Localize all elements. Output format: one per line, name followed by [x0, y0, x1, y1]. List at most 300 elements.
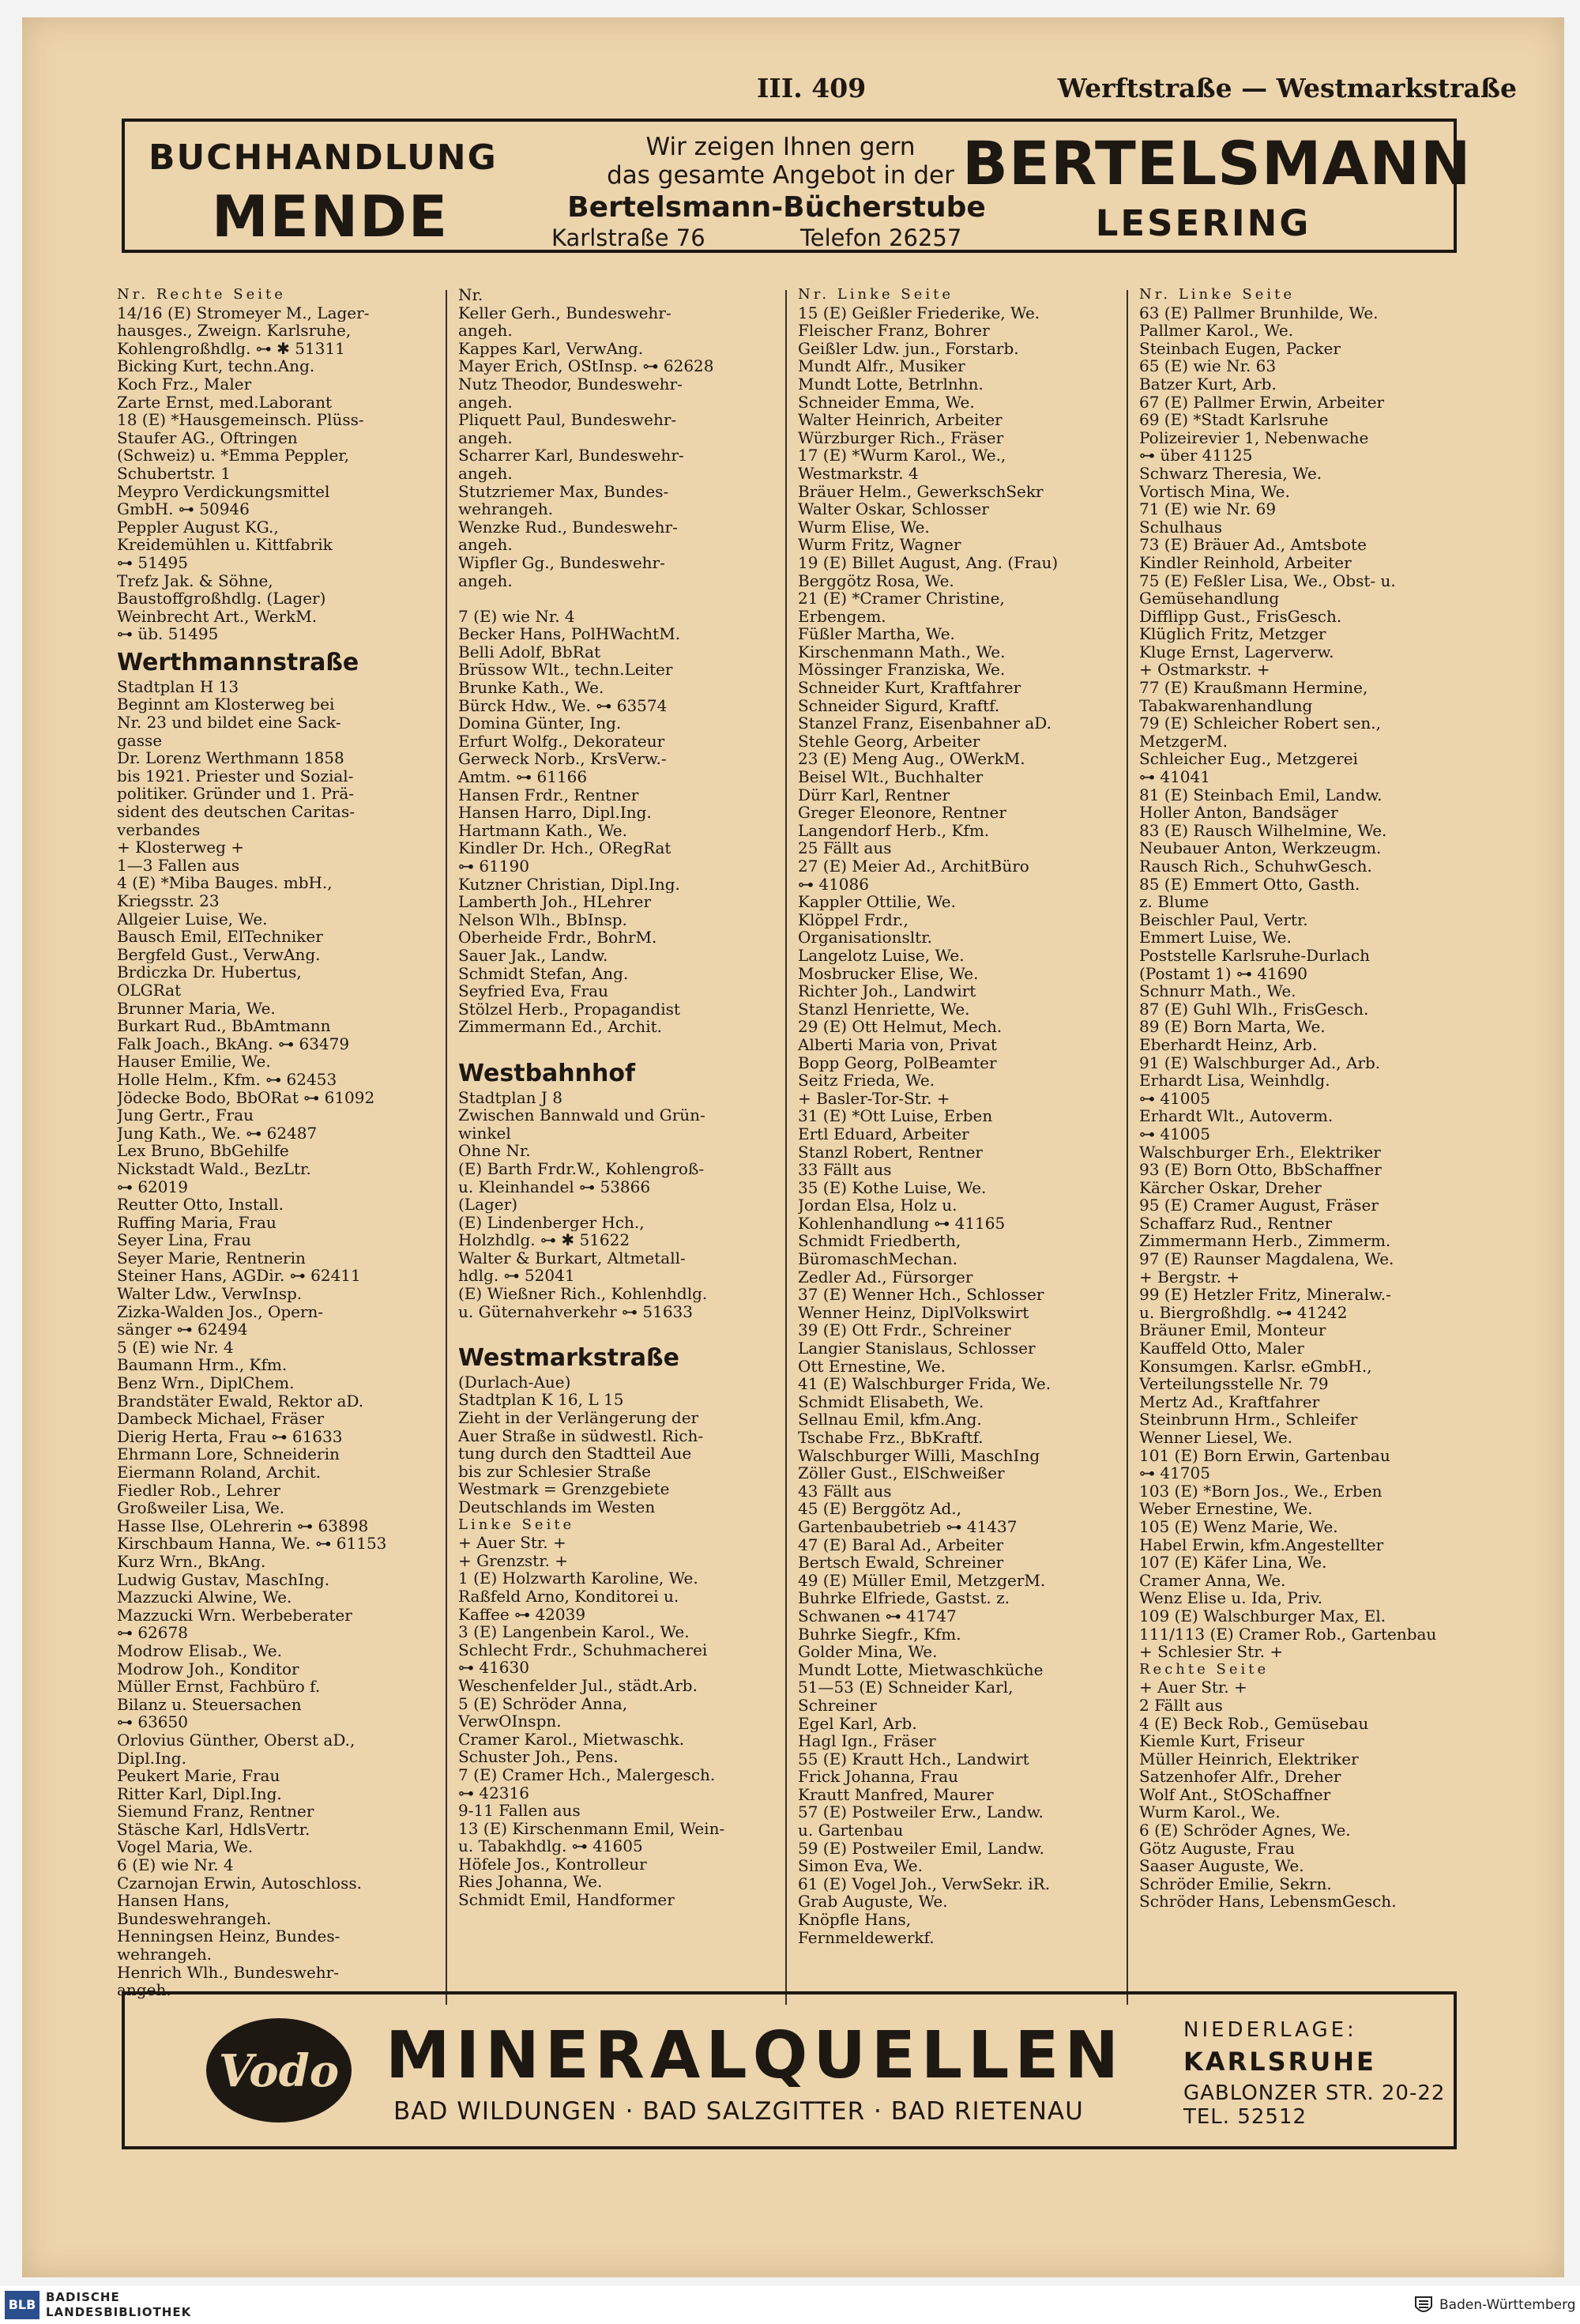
directory-line: Schmidt Friedberth,: [798, 1232, 961, 1251]
directory-line: [458, 1320, 766, 1339]
directory-line: Klöppel Frdr.,: [798, 910, 908, 929]
directory-line: Orlovius Günther, Oberst aD.,: [117, 1731, 356, 1750]
directory-line: Holle Helm., Kfm. ⊶ 62453: [117, 1070, 337, 1089]
directory-line: Rausch Rich., SchuhwGesch.: [1139, 857, 1372, 876]
directory-line: 37 (E) Wenner Hch., Schlosser: [798, 1286, 1044, 1304]
directory-line: Difflipp Gust., FrisGesch.: [1139, 607, 1342, 626]
directory-line: Brunke Kath., We.: [458, 679, 604, 697]
directory-line: Schnurr Math., We.: [1139, 982, 1296, 1000]
directory-line: Steinbach Eugen, Packer: [1139, 339, 1341, 358]
directory-line: Wurm Fritz, Wagner: [798, 536, 961, 554]
directory-line: + Ostmarkstr. +: [1139, 661, 1270, 680]
directory-line: Kriegsstr. 23: [117, 892, 220, 910]
directory-line: 4 (E) *Miba Bauges. mbH.,: [117, 874, 333, 892]
directory-line: Mazzucki Wrn. Werbeberater: [117, 1606, 352, 1625]
directory-line: Mundt Lotte, Betrlnhn.: [798, 375, 984, 394]
directory-line: 79 (E) Schleicher Robert sen.,: [1139, 714, 1382, 733]
directory-line: verbandes: [117, 820, 201, 839]
directory-line: 103 (E) *Born Jos., We., Erben: [1139, 1482, 1382, 1501]
directory-line: Stäsche Karl, HdlsVertr.: [117, 1820, 310, 1839]
directory-line: Rechte Seite: [1139, 1660, 1270, 1678]
scanned-page: [22, 17, 1564, 2277]
directory-line: 3 (E) Langenbein Karol., We.: [458, 1623, 690, 1641]
directory-line: Schaffarz Rud., Rentner: [1139, 1214, 1333, 1233]
directory-line: 91 (E) Walschburger Ad., Arb.: [1139, 1053, 1381, 1072]
directory-line: Scharrer Karl, Bundeswehr-: [458, 446, 684, 465]
directory-line: Zöller Gust., ElSchweißer: [798, 1464, 1005, 1482]
directory-line: + Auer Str. +: [1139, 1678, 1247, 1697]
directory-line: Jödecke Bodo, BbORat ⊶ 61092: [117, 1088, 375, 1107]
directory-line: Kiemle Kurt, Friseur: [1139, 1732, 1304, 1750]
brand-logo-icon: [204, 2015, 354, 2126]
directory-line: Erfurt Wolfg., Dekorateur: [458, 732, 665, 751]
directory-line: Klüglich Fritz, Metzger: [1139, 625, 1326, 643]
directory-column-4: [1139, 286, 1447, 2005]
directory-line: Zieht in der Verlängerung der: [458, 1409, 699, 1427]
directory-line: Walschburger Willi, MaschIng: [798, 1446, 1040, 1465]
directory-line: Domina Günter, Ing.: [458, 714, 622, 733]
directory-line: Koch Frz., Maler: [117, 375, 252, 394]
directory-line: bis 1921. Priester und Sozial-: [117, 767, 354, 785]
directory-line: Staufer AG., Oftringen: [117, 428, 298, 447]
logo-text: Vodo: [218, 2045, 340, 2097]
directory-line: Alberti Maria von, Privat: [798, 1035, 998, 1054]
directory-line: 51—53 (E) Schneider Karl,: [798, 1678, 1014, 1697]
directory-line: Kauffeld Otto, Maler: [1139, 1339, 1304, 1358]
directory-line: Fernmeldewerkf.: [798, 1928, 935, 1947]
directory-line: Ritter Karl, Dipl.Ing.: [117, 1784, 282, 1803]
column-divider: [1127, 290, 1128, 2005]
directory-line: u. Gartenbau: [798, 1821, 904, 1840]
directory-line: 6 (E) wie Nr. 4: [117, 1856, 234, 1874]
directory-line: Kindler Reinhold, Arbeiter: [1139, 553, 1352, 572]
directory-line: Richter Joh., Landwirt: [798, 982, 976, 1000]
directory-line: 47 (E) Baral Ad., Arbeiter: [798, 1535, 1004, 1554]
directory-line: Walter & Burkart, Altmetall-: [458, 1249, 686, 1267]
directory-line: Erhardt Lisa, Weinhdlg.: [1139, 1072, 1330, 1090]
directory-line: ⊶ 41005: [1139, 1089, 1210, 1108]
directory-line: 23 (E) Meng Aug., OWerkM.: [798, 750, 1025, 769]
directory-line: Bilanz u. Steuersachen: [117, 1695, 302, 1714]
directory-line: Gemüsehandlung: [1139, 589, 1280, 608]
directory-line: (Durlach-Aue): [458, 1373, 571, 1392]
directory-line: angeh.: [458, 464, 513, 483]
directory-line: 19 (E) Billet August, Ang. (Frau): [798, 553, 1059, 572]
directory-line: Großweiler Lisa, We.: [117, 1499, 285, 1517]
directory-line: z. Blume: [1139, 893, 1209, 911]
directory-line: Wenz Elise u. Ida, Priv.: [1139, 1589, 1323, 1607]
directory-line: Belli Adolf, BbRat: [458, 642, 601, 661]
directory-line: 81 (E) Steinbach Emil, Landw.: [1139, 785, 1382, 804]
directory-line: 17 (E) *Wurm Karol., We.,: [798, 446, 1006, 465]
directory-line: 43 Fällt aus: [798, 1482, 892, 1501]
ad-right-line2: LESERING: [1095, 202, 1311, 244]
directory-line: Mazzucki Alwine, We.: [117, 1588, 292, 1606]
directory-line: ⊶ 42316: [458, 1783, 529, 1802]
directory-line: Schubertstr. 1: [117, 464, 231, 483]
directory-line: Wenner Liesel, We.: [1139, 1429, 1293, 1447]
directory-line: ⊶ 51495: [117, 553, 188, 572]
directory-line: u. Tabakhdlg. ⊶ 41605: [458, 1837, 643, 1855]
directory-line: Sauer Jak., Landw.: [458, 946, 608, 965]
directory-line: Kutzner Christian, Dipl.Ing.: [458, 875, 680, 894]
directory-line: Poststelle Karlsruhe-Durlach: [1139, 946, 1370, 965]
directory-line: Schröder Emilie, Sekrn.: [1139, 1874, 1332, 1893]
directory-line: 105 (E) Wenz Marie, We.: [1139, 1517, 1338, 1536]
directory-line: Schneider Sigurd, Kraftf.: [798, 696, 1000, 715]
directory-line: 31 (E) *Ott Luise, Erben: [798, 1107, 993, 1125]
directory-line: Langendorf Herb., Kfm.: [798, 821, 990, 840]
directory-line: Wenzke Rud., Bundeswehr-: [458, 518, 678, 537]
ad-store-phone: TEL. 52512: [1183, 2105, 1307, 2129]
directory-line: Kluge Ernst, Lagerverw.: [1139, 642, 1334, 661]
directory-line: Seyfried Eva, Frau: [458, 982, 608, 1000]
directory-line: (Postamt 1) ⊶ 41690: [1139, 964, 1307, 983]
directory-column-3: [798, 286, 1106, 2005]
directory-line: Becker Hans, PolHWachtM.: [458, 625, 681, 643]
directory-line: 93 (E) Born Otto, BbSchaffner: [1139, 1161, 1382, 1179]
directory-line: Lamberth Joh., HLehrer: [458, 893, 652, 911]
directory-line: Holzhdlg. ⊶ ✱ 51622: [458, 1231, 630, 1249]
directory-line: Schröder Hans, LebensmGesch.: [1139, 1893, 1397, 1912]
bookstore-advertisement: [122, 119, 1472, 253]
directory-line: Fleischer Franz, Bohrer: [798, 322, 990, 340]
directory-line: Wipfler Gg., Bundeswehr-: [458, 553, 665, 572]
directory-line: Weinbrecht Art., WerkM.: [117, 607, 318, 626]
directory-line: 1—3 Fallen aus: [117, 856, 240, 875]
directory-line: Polizeirevier 1, Nebenwache: [1139, 428, 1369, 447]
ad-right-line1: BERTELSMANN: [962, 128, 1472, 198]
directory-line: Kappes Karl, VerwAng.: [458, 339, 644, 358]
directory-line: Bicking Kurt, techn.Ang.: [117, 357, 315, 375]
directory-line: Ries Johanna, We.: [458, 1873, 603, 1892]
directory-line: Schwarz Theresia, We.: [1139, 464, 1322, 483]
column-divider: [785, 290, 787, 2005]
directory-line: Falk Joach., BkAng. ⊶ 63479: [117, 1034, 350, 1053]
directory-line: (E) Lindenberger Hch.,: [458, 1213, 645, 1232]
directory-line: Modrow Elisab., We.: [117, 1641, 282, 1660]
directory-line: Geißler Ldw. jun., Forstarb.: [798, 339, 1019, 358]
directory-line: Müller Ernst, Fachbüro f.: [117, 1678, 321, 1696]
directory-line: Trefz Jak. & Söhne,: [117, 571, 273, 590]
directory-line: ⊶ 41041: [1139, 768, 1210, 786]
directory-line: Steiner Hans, AGDir. ⊶ 62411: [117, 1267, 361, 1286]
directory-line: OLGRat: [117, 981, 182, 1000]
directory-line: ⊶ 41086: [798, 875, 869, 894]
directory-line: Oberheide Frdr., BohrM.: [458, 928, 657, 947]
directory-line: + Grenzstr. +: [458, 1551, 569, 1570]
directory-line: Hartmann Kath., We.: [458, 821, 627, 840]
directory-line: Hasse Ilse, OLehrerin ⊶ 63898: [117, 1516, 369, 1535]
directory-line: Kirschenmann Math., We.: [798, 642, 1006, 661]
directory-line: Ludwig Gustav, MaschIng.: [117, 1570, 330, 1589]
directory-line: 2 Fällt aus: [1139, 1696, 1223, 1715]
directory-line: angeh.: [458, 536, 513, 554]
directory-line: Walter Ldw., VerwInsp.: [117, 1285, 303, 1303]
directory-line: 57 (E) Postweiler Erw., Landw.: [798, 1803, 1044, 1822]
directory-line: 75 (E) Feßler Lisa, We., Obst- u.: [1139, 571, 1396, 590]
mineral-water-advertisement: [122, 1991, 1457, 2149]
directory-line: Zimmermann Herb., Zimmerm.: [1139, 1232, 1391, 1251]
directory-line: ⊶ über 41125: [1139, 446, 1253, 465]
directory-line: + Klosterweg +: [117, 838, 245, 857]
directory-line: hausges., Zweign. Karlsruhe,: [117, 322, 352, 340]
directory-line: 111/113 (E) Cramer Rob., Gartenbau: [1139, 1625, 1437, 1644]
directory-line: 109 (E) Walschburger Max, El.: [1139, 1606, 1386, 1625]
directory-line: Gerweck Norb., KrsVerw.-: [458, 750, 667, 769]
directory-line: Satzenhofer Alfr., Dreher: [1139, 1768, 1341, 1786]
directory-line: Zimmermann Ed., Archit.: [458, 1018, 662, 1036]
directory-line: 29 (E) Ott Helmut, Mech.: [798, 1018, 1003, 1036]
directory-line: (E) Barth Frdr.W., Kohlengroß-: [458, 1159, 705, 1178]
directory-line: Kärcher Oskar, Dreher: [1139, 1178, 1322, 1197]
directory-line: Nelson Wlh., BbInsp.: [458, 910, 627, 929]
directory-line: Wolf Ant., StOSchaffner: [1139, 1785, 1331, 1804]
directory-line: Stutzriemer Max, Bundes-: [458, 482, 669, 501]
directory-line: Hansen Harro, Dipl.Ing.: [458, 804, 652, 822]
directory-line: 59 (E) Postweiler Emil, Landw.: [798, 1839, 1044, 1858]
directory-line: Krautt Manfred, Maurer: [798, 1785, 994, 1804]
directory-line: Burkart Rud., BbAmtmann: [117, 1017, 331, 1035]
directory-line: Auer Straße in südwestl. Rich-: [458, 1426, 704, 1445]
directory-line: Brüssow Wlt., techn.Leiter: [458, 661, 673, 680]
directory-line: angeh.: [117, 1981, 171, 1999]
directory-line: Erbengem.: [798, 607, 886, 626]
directory-line: Meypro Verdickungsmittel: [117, 482, 330, 501]
directory-line: Ott Ernestine, We.: [798, 1357, 946, 1376]
directory-line: [458, 589, 766, 608]
directory-line: Raßfeld Arno, Konditorei u.: [458, 1587, 679, 1606]
directory-line: Walter Heinrich, Arbeiter: [798, 411, 1003, 429]
directory-line: Pallmer Karol., We.: [1139, 322, 1294, 340]
directory-line: Kappler Ottilie, We.: [798, 893, 956, 911]
directory-line: Dr. Lorenz Werthmann 1858: [117, 749, 344, 767]
directory-line: Stanzel Franz, Eisenbahner aD.: [798, 714, 1051, 733]
directory-line: Mayer Erich, OStInsp. ⊶ 62628: [458, 357, 714, 375]
directory-line: Lex Bruno, BbGehilfe: [117, 1142, 289, 1160]
directory-line: Jung Gertr., Frau: [117, 1106, 254, 1124]
directory-line: 67 (E) Pallmer Erwin, Arbeiter: [1139, 393, 1385, 412]
directory-line: 6 (E) Schröder Agnes, We.: [1139, 1821, 1351, 1840]
directory-line: Nr. Linke Seite: [798, 286, 954, 303]
directory-line: Verteilungsstelle Nr. 79: [1139, 1375, 1329, 1393]
directory-line: BüromaschMechan.: [798, 1250, 957, 1268]
directory-line: 55 (E) Krautt Hch., Landwirt: [798, 1750, 1029, 1768]
directory-line: Ruffing Maria, Frau: [117, 1213, 276, 1232]
directory-line: 71 (E) wie Nr. 69: [1139, 500, 1277, 518]
street-heading: Werthmannstraße: [117, 648, 359, 676]
directory-line: 15 (E) Geißler Friederike, We.: [798, 303, 1040, 322]
directory-line: 1 (E) Holzwarth Karoline, We.: [458, 1569, 698, 1588]
directory-line: Stanzl Henriette, We.: [798, 1000, 970, 1019]
directory-line: + Schlesier Str. +: [1139, 1643, 1284, 1661]
ad-center-phone: Telefon 26257: [800, 224, 962, 251]
state-crest-icon[interactable]: [1413, 2294, 1435, 2316]
directory-line: Stanzl Robert, Rentner: [798, 1143, 983, 1162]
directory-line: Götz Auguste, Frau: [1139, 1839, 1296, 1858]
directory-line: Mundt Lotte, Mietwaschküche: [798, 1660, 1044, 1679]
directory-line: 89 (E) Born Marta, We.: [1139, 1018, 1326, 1036]
directory-line: Zizka-Walden Jos., Opern-: [117, 1302, 324, 1321]
directory-line: u. Biergroßhdlg. ⊶ 41242: [1139, 1303, 1348, 1322]
directory-line: MetzgerM.: [1139, 732, 1228, 751]
directory-line: Saaser Auguste, We.: [1139, 1857, 1304, 1875]
directory-line: Kaffee ⊶ 42039: [458, 1605, 586, 1624]
directory-line: wehrangeh.: [458, 500, 554, 518]
directory-line: Organisationsltr.: [798, 928, 932, 947]
directory-line: 5 (E) wie Nr. 4: [117, 1338, 234, 1357]
directory-line: Nr. Rechte Seite: [117, 286, 286, 303]
directory-line: 97 (E) Raunser Magdalena, We.: [1139, 1250, 1394, 1268]
directory-line: Dambeck Michael, Fräser: [117, 1410, 325, 1428]
directory-line: 33 Fällt aus: [798, 1161, 892, 1179]
directory-line: Tschabe Frz., BbKraftf.: [798, 1429, 984, 1447]
directory-line: ⊶ 41005: [1139, 1124, 1210, 1143]
directory-line: Erhardt Wlt., Autoverm.: [1139, 1107, 1334, 1125]
directory-line: 99 (E) Hetzler Fritz, Mineralw.-: [1139, 1286, 1391, 1304]
ad-center-line3: Bertelsmann-Bücherstube: [567, 191, 986, 224]
directory-line: Zwischen Bannwald und Grün-: [458, 1106, 705, 1124]
directory-line: Bräuer Helm., GewerkschSekr: [798, 482, 1044, 501]
directory-line: Cramer Karol., Mietwaschk.: [458, 1730, 685, 1749]
ad-left-line2: MENDE: [212, 183, 450, 250]
directory-line: 101 (E) Born Erwin, Gartenbau: [1139, 1446, 1390, 1465]
directory-line: 13 (E) Kirschenmann Emil, Wein-: [458, 1819, 725, 1838]
directory-line: Wurm Karol., We.: [1139, 1803, 1281, 1822]
directory-line: Mertz Ad., Kraftfahrer: [1139, 1392, 1320, 1411]
directory-line: Kohlengroßhdlg. ⊶ ✱ 51311: [117, 339, 345, 358]
column-divider: [446, 290, 447, 2005]
directory-line: + Auer Str. +: [458, 1534, 566, 1552]
directory-line: Tabakwarenhandlung: [1139, 696, 1313, 715]
directory-line: Henrich Wlh., Bundeswehr-: [117, 1963, 339, 1982]
directory-line: Stadtplan J 8: [458, 1088, 562, 1107]
directory-line: 85 (E) Emmert Otto, Gasth.: [1139, 875, 1360, 894]
directory-line: Eiermann Roland, Archit.: [117, 1463, 322, 1482]
directory-line: Seyer Marie, Rentnerin: [117, 1249, 306, 1267]
directory-line: Simon Eva, We.: [798, 1857, 923, 1875]
directory-line: (Lager): [458, 1196, 518, 1214]
ad-title: MINERALQUELLEN: [386, 2018, 1125, 2093]
directory-line: [458, 1036, 766, 1054]
directory-line: Schmidt Elisabeth, We.: [798, 1392, 984, 1411]
directory-line: 61 (E) Vogel Joh., VerwSekr. iR.: [798, 1874, 1051, 1893]
directory-line: angeh.: [458, 322, 513, 340]
directory-line: Schwanen ⊶ 41747: [798, 1606, 957, 1625]
directory-line: Grab Auguste, We.: [798, 1893, 948, 1912]
directory-line: Peppler August KG.,: [117, 518, 279, 537]
directory-line: gasse: [117, 731, 163, 750]
directory-line: Fiedler Rob., Lehrer: [117, 1481, 280, 1500]
directory-line: Brdiczka Dr. Hubertus,: [117, 963, 302, 981]
directory-line: ⊶ 41705: [1139, 1464, 1210, 1482]
directory-line: Schmidt Stefan, Ang.: [458, 964, 629, 983]
ad-store-street: GABLONZER STR. 20-22: [1183, 2081, 1446, 2105]
directory-line: Hauser Emilie, We.: [117, 1053, 271, 1071]
directory-line: (E) Wießner Rich., Kohlenhdlg.: [458, 1285, 708, 1303]
directory-line: Langelotz Luise, We.: [798, 946, 965, 965]
directory-line: Nr. 23 und bildet eine Sack-: [117, 714, 341, 732]
directory-line: Ertl Eduard, Arbeiter: [798, 1124, 969, 1143]
directory-line: Dierig Herta, Frau ⊶ 61633: [117, 1427, 343, 1446]
ad-center-line1: Wir zeigen Ihnen gern: [645, 133, 916, 161]
directory-line: Gartenbaubetrieb ⊶ 41437: [798, 1517, 1018, 1536]
directory-line: wehrangeh.: [117, 1945, 213, 1964]
directory-line: Golder Mina, We.: [798, 1643, 938, 1661]
directory-line: Konsumgen. Karlsr. eGmbH.,: [1139, 1357, 1372, 1376]
ad-left-line1: BUCHHANDLUNG: [149, 137, 498, 178]
directory-line: 5 (E) Schröder Anna,: [458, 1694, 628, 1713]
directory-line: 35 (E) Kothe Luise, We.: [798, 1178, 987, 1197]
directory-line: Stadtplan H 13: [117, 677, 239, 696]
directory-line: Baumann Hrm., Kfm.: [117, 1356, 288, 1375]
directory-line: Mundt Alfr., Musiker: [798, 357, 965, 375]
page-title: Werftstraße — Westmarkstraße: [1057, 73, 1517, 104]
directory-line: Füßler Martha, We.: [798, 625, 955, 643]
directory-line: Schulhaus: [1139, 518, 1223, 537]
directory-line: Siemund Franz, Rentner: [117, 1802, 314, 1821]
directory-line: Schreiner: [798, 1696, 877, 1715]
directory-line: Schneider Emma, We.: [798, 393, 975, 412]
directory-line: Brandstäter Ewald, Rektor aD.: [117, 1392, 364, 1411]
directory-line: Modrow Joh., Konditor: [117, 1659, 299, 1678]
directory-line: Berggötz Rosa, We.: [798, 571, 954, 590]
directory-line: 25 Fällt aus: [798, 839, 892, 857]
directory-line: sident des deutschen Caritas-: [117, 803, 355, 821]
directory-line: Weber Ernestine, We.: [1139, 1500, 1313, 1518]
directory-line: ⊶ 62678: [117, 1624, 188, 1642]
directory-line: Stölzel Herb., Propagandist: [458, 1000, 680, 1019]
directory-line: 63 (E) Pallmer Brunhilde, We.: [1139, 303, 1379, 322]
directory-line: u. Kleinhandel ⊶ 53866: [458, 1177, 651, 1196]
directory-line: Peukert Marie, Frau: [117, 1767, 280, 1785]
directory-line: 27 (E) Meier Ad., ArchitBüro: [798, 857, 1029, 876]
blb-logo-icon[interactable]: BLB: [5, 2291, 40, 2319]
directory-line: Batzer Kurt, Arb.: [1139, 375, 1277, 394]
directory-line: Dürr Karl, Rentner: [798, 785, 950, 804]
directory-line: Wenner Heinz, DiplVolkswirt: [798, 1303, 1029, 1322]
directory-line: Knöpfle Hans,: [798, 1911, 912, 1929]
directory-line: u. Güternahverkehr ⊶ 51633: [458, 1302, 694, 1321]
street-heading: Westbahnhof: [458, 1059, 636, 1087]
directory-line: Baustoffgroßhdlg. (Lager): [117, 589, 326, 608]
directory-line: Deutschlands im Westen: [458, 1498, 656, 1516]
directory-column-1: [117, 286, 425, 2005]
directory-line: Hansen Hans,: [117, 1892, 230, 1910]
directory-line: Nickstadt Wald., BezLtr.: [117, 1159, 311, 1178]
directory-line: Egel Karl, Arb.: [798, 1714, 917, 1733]
directory-line: Greger Eleonore, Rentner: [798, 804, 1006, 822]
directory-line: Schlecht Frdr., Schuhmacherei: [458, 1640, 708, 1659]
directory-line: Ehrmann Lore, Schneiderin: [117, 1445, 340, 1463]
directory-line: Schleicher Eug., Metzgerei: [1139, 750, 1358, 769]
directory-line: Walter Oskar, Schlosser: [798, 500, 989, 518]
directory-line: + Bergstr. +: [1139, 1267, 1240, 1286]
directory-line: 39 (E) Ott Frdr., Schreiner: [798, 1321, 1011, 1340]
directory-line: ⊶ 63650: [117, 1713, 188, 1731]
directory-line: Pliquett Paul, Bundeswehr-: [458, 411, 677, 429]
directory-line: 107 (E) Käfer Lina, We.: [1139, 1554, 1327, 1572]
directory-line: Sellnau Emil, kfm.Ang.: [798, 1411, 982, 1429]
directory-line: Hagl Ign., Fräser: [798, 1732, 936, 1750]
directory-line: Seitz Frieda, We.: [798, 1072, 935, 1090]
directory-column-2: [458, 286, 766, 2005]
directory-line: Zarte Ernst, med.Laborant: [117, 393, 333, 412]
directory-line: Kreidemühlen u. Kittfabrik: [117, 536, 333, 554]
directory-line: 4 (E) Beck Rob., Gemüsebau: [1139, 1714, 1369, 1733]
directory-line: 7 (E) Cramer Hch., Malergesch.: [458, 1765, 716, 1784]
state-label: Baden-Württemberg: [1439, 2297, 1576, 2313]
